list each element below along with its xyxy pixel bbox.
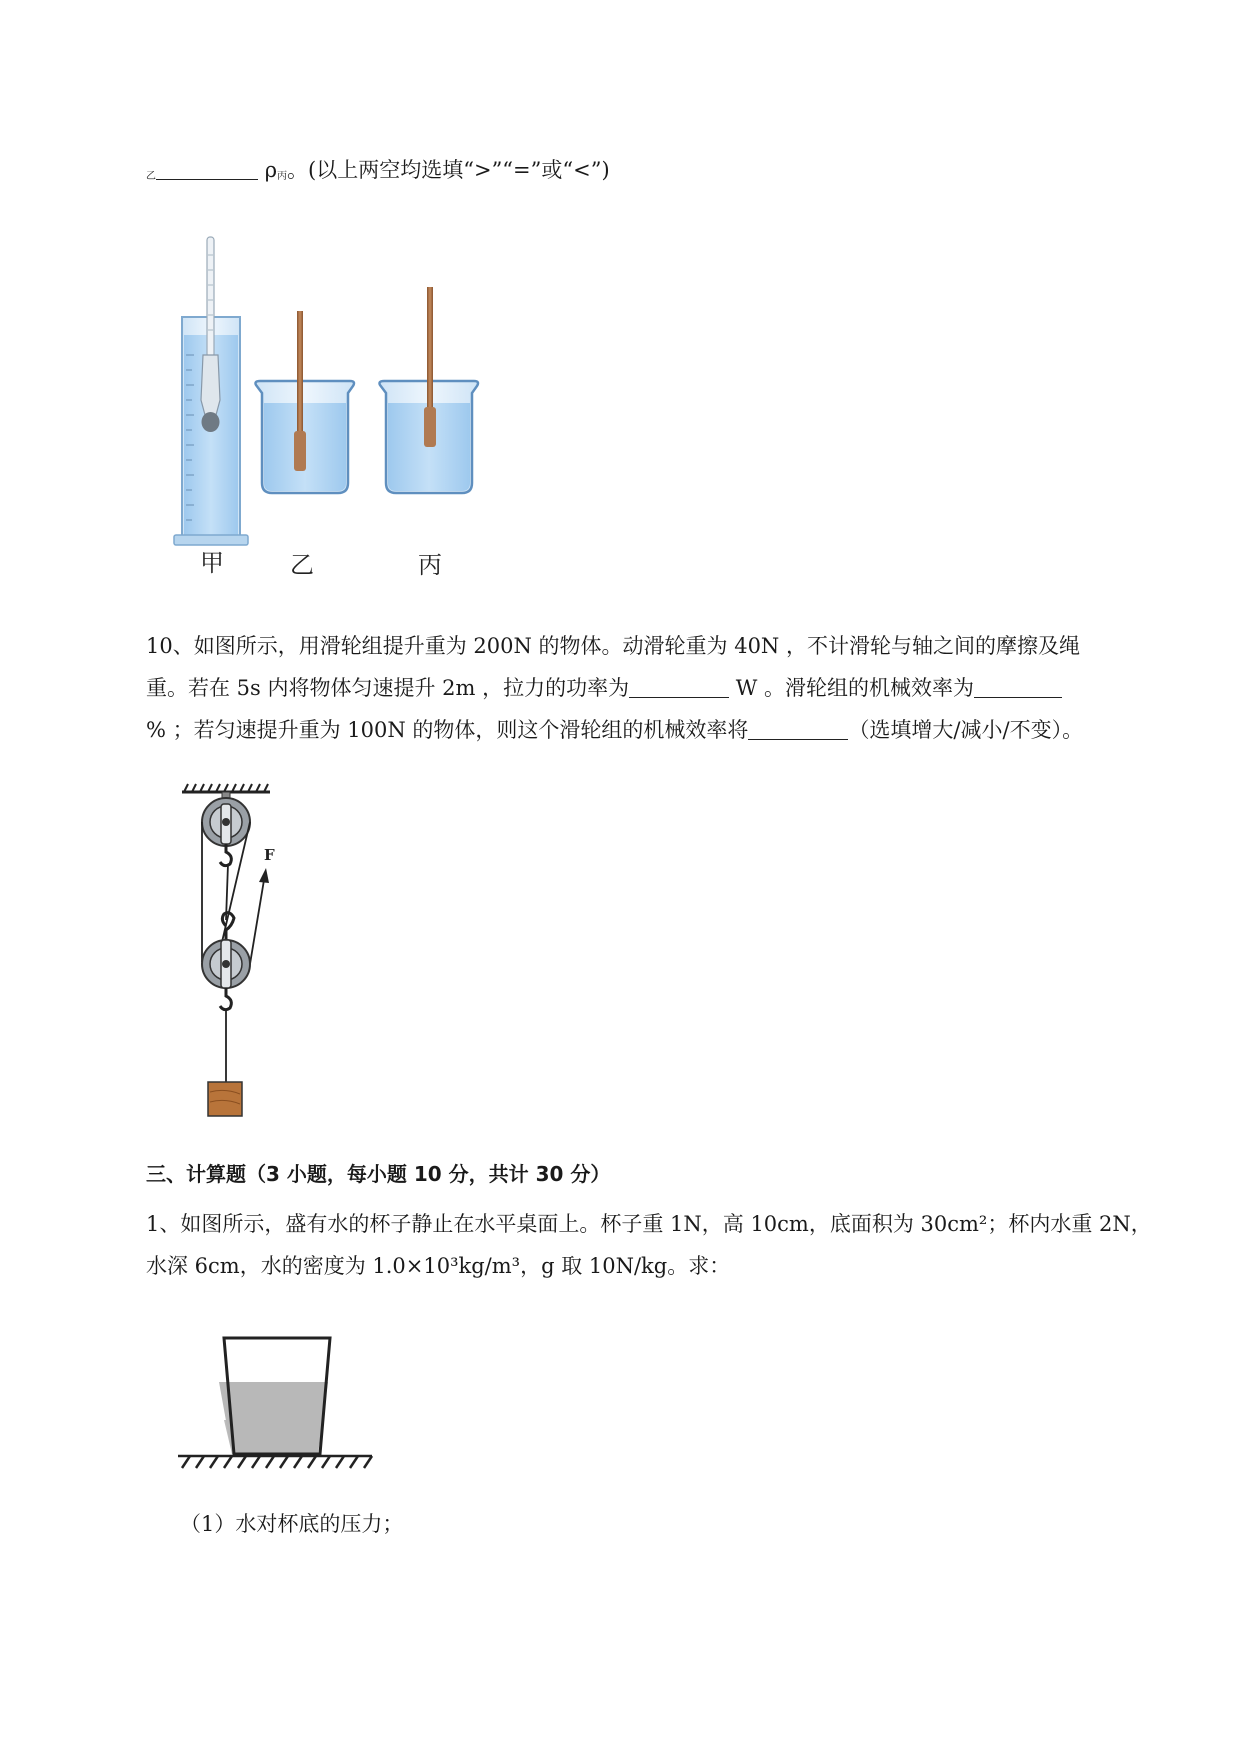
beaker-bing: [380, 287, 479, 493]
figure-label-jia: 甲: [200, 549, 224, 577]
load-block: [208, 1082, 242, 1116]
beaker-yi: [256, 311, 355, 493]
hydrometer-figure: [170, 225, 550, 585]
q10-line-3-text-b: （选填增大/减小/不变）。: [848, 718, 1084, 742]
efficiency-change-blank[interactable]: [748, 721, 848, 740]
instruction-note: 。(以上两空均选填“>”“=”或“<”): [287, 158, 610, 182]
answer-blank[interactable]: [156, 161, 258, 180]
calc1-line-1: 1、如图所示，盛有水的杯子静止在水平桌面上。杯子重 1N，高 10cm，底面积为 30cm²；杯内水重 2N，: [146, 1212, 1152, 1236]
q10-line-2-text: 重。若在 5s 内将物体匀速提升 2m ，拉力的功率为: [146, 676, 630, 700]
force-arrow-head: [259, 868, 269, 883]
water-cup-figure: [172, 1328, 382, 1478]
subscript-bing: 丙: [277, 171, 288, 182]
power-answer-blank[interactable]: [629, 679, 729, 698]
table-surface: [178, 1456, 372, 1468]
figure-label-yi: 乙: [290, 551, 314, 579]
q10-line-1: 10、如图所示，用滑轮组提升重为 200N 的物体。动滑轮重为 40N ，不计滑轮与轴之间的摩擦及绳: [146, 634, 1080, 658]
efficiency-answer-blank[interactable]: [974, 679, 1062, 698]
pulley-figure: [170, 780, 310, 1120]
measuring-cylinder-jia: [174, 237, 248, 545]
q10-line-2: [146, 674, 1062, 702]
q10-line-3: [146, 716, 1083, 744]
figure-label-bing: 丙: [418, 551, 442, 579]
section-3-heading: 三、计算题（3 小题，每小题 10 分，共计 30 分）: [146, 1162, 611, 1186]
calc1-line-2: 水深 6cm，水的密度为 1.0×10³kg/m³，g 取 10N/kg。求：: [146, 1254, 731, 1278]
q10-line-2-text-b: W 。滑轮组的机械效率为: [729, 676, 975, 700]
force-label: F: [264, 846, 275, 864]
q9-answer-line: [146, 156, 610, 191]
calc1-part-1: （1）水对杯底的压力；: [180, 1512, 404, 1536]
rho-symbol: ρ: [264, 158, 278, 182]
ceiling-hatch: [182, 784, 270, 792]
water-body: [219, 1382, 328, 1454]
subscript-yi: 乙: [146, 171, 156, 182]
q10-line-3-text: % ；若匀速提升重为 100N 的物体，则这个滑轮组的机械效率将: [146, 718, 749, 742]
